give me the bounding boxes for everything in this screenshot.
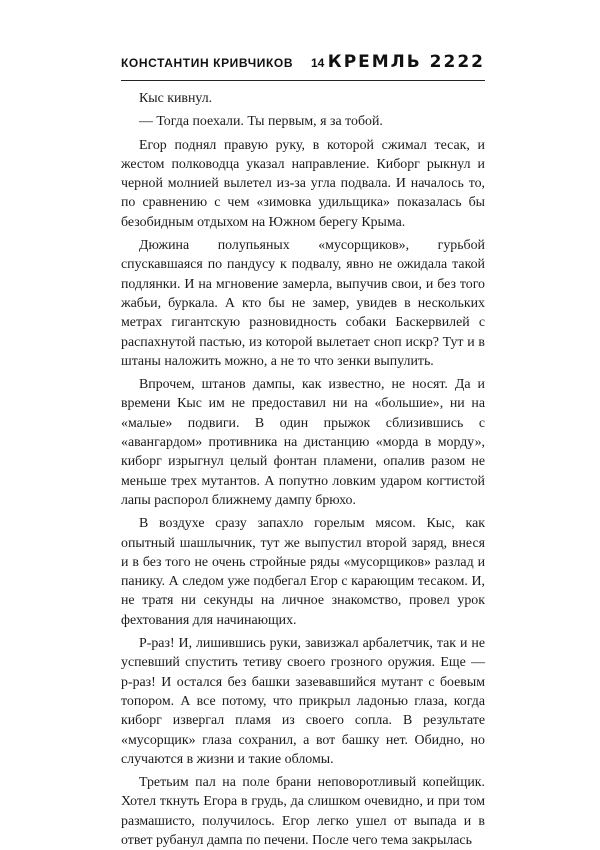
paragraph: Егор поднял правую руку, в которой сжимал тесак, и жестом полководца указал направление. Киборг рыкнул и черной молнией вылетел из-за угла подвала. И началось то, по сравнению с чем «зимовка удильщика» показалась бы безобидным отдыхом на Южном берегу Крыма. <box>121 137 485 230</box>
paragraph: Впрочем, штанов дампы, как известно, не носят. Да и времени Кыс им не предоставил ни на «большие», ни на «малые» подвиги. В один прыжок сблизившись с «авангардом» противника на дистанцию «морда в морду», киборг изрыгнул целый фонтан пламени, опалив разом не меньше трех мутантов. А попутно ловким ударом когтистой лапы распорол ближнему дампу брюхо. <box>121 377 485 508</box>
running-header <box>121 52 485 78</box>
header-author: КОНСТАНТИН КРИВЧИКОВ <box>121 56 294 70</box>
paragraph: В воздухе сразу запахло горелым мясом. Кыс, как опытный шашлычник, тут же выпустил второй заряд, внеся и в без того не очень стройные ряды «мусорщиков» разлад и панику. А следом уже подбегал Егор с карающим тесаком. И, не тратя ни секунды на личное знакомство, провел урок фехтования для начинающих. <box>121 516 485 628</box>
page-body <box>121 89 485 848</box>
paragraph: Кыс кивнул. <box>139 91 213 106</box>
paragraph: — Тогда поехали. Ты первым, я за тобой. <box>139 114 383 130</box>
paragraph: Третьим пал на поле брани неповоротливый копейщик. Хотел ткнуть Егора в грудь, да слишком очевидно, и при том размашисто, получилось. Егор легко ушел от выпада и в ответ рубанул дампа по печени. После чего тема закрылась <box>121 775 485 848</box>
paragraph: Дюжина полупьяных «мусорщиков», гурьбой спускавшаяся по пандусу к подвалу, явно не ожидала такой подлянки. И на мгновение замерла, выпучив свои, и без того жабьи, буркала. А кто бы не замер, увидев в нескольких метрах гигантскую разновидность собаки Баскервилей с распахнутой пастью, из которой вылетает сноп искр? Тут и в штаны наложить можно, а не то что зенки выпулить. <box>121 238 485 369</box>
header-series-title: КРЕМЛЬ 2222 <box>327 52 485 72</box>
page-number: 14 <box>311 56 325 70</box>
header-divider <box>121 80 485 81</box>
paragraph: Р-раз! И, лишившись руки, завизжал арбалетчик, так и не успевший спустить тетиву своего грозного оружия. Еще — р-раз! И остался без башки зазевавшийся мутант с боевым топором. А все потому, что прикрыл ладонью глаза, когда киборг извергал пламя из своего сопла. В результате «мусорщик» глаза сохранил, а вот башку нет. Обидно, но случаются в жизни и такие обломы. <box>121 636 485 767</box>
